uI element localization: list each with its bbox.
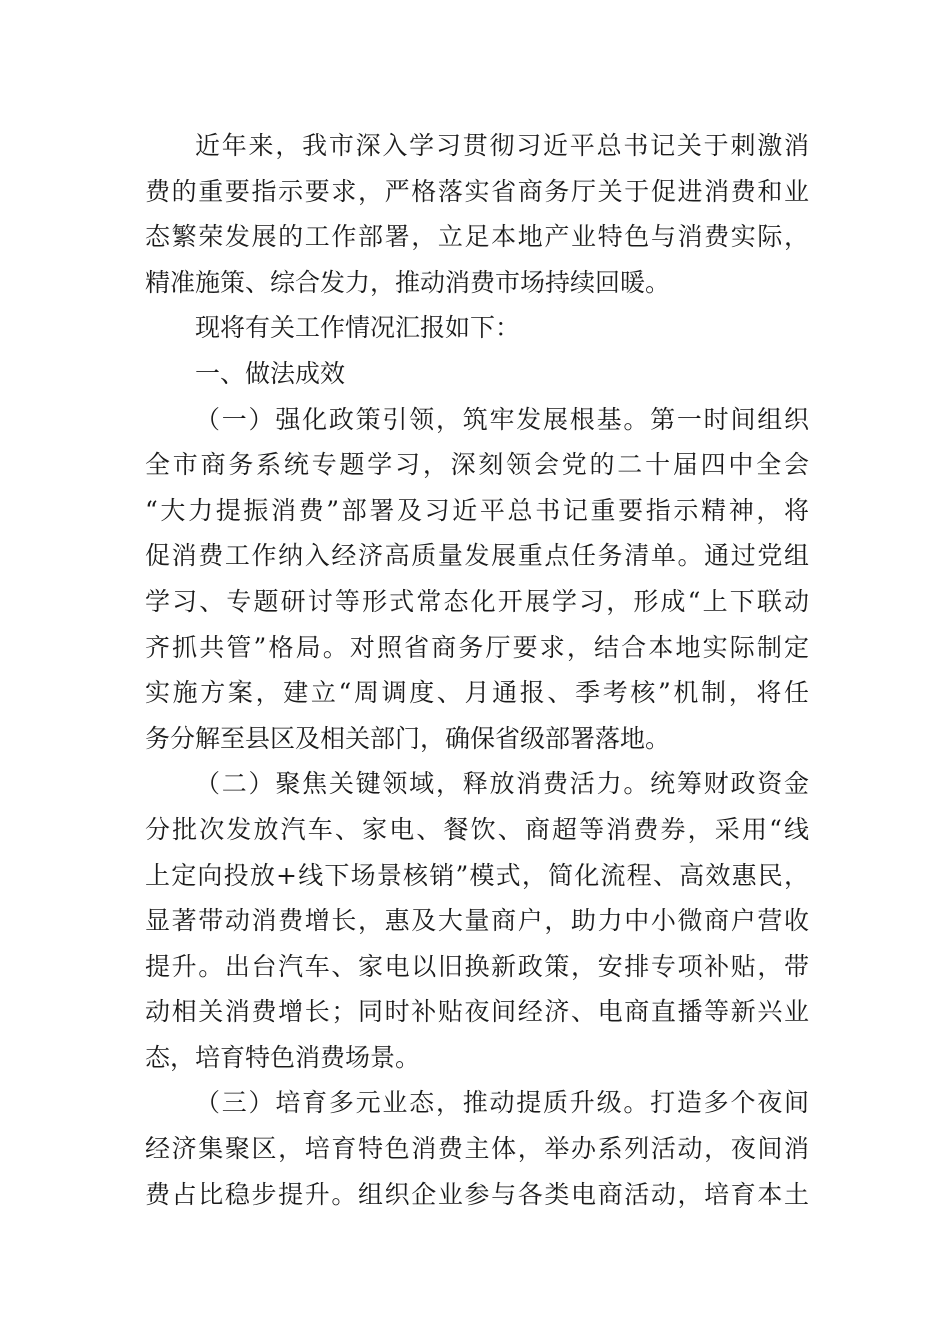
text-line: 费的重要指示要求，严格落实省商务厅关于促进消费和业 xyxy=(145,176,809,206)
text-line: 上定向投放+线下场景核销”模式，简化流程、高效惠民， xyxy=(145,860,809,890)
paragraph-item-1 xyxy=(145,397,809,762)
text-line: 近年来，我市深入学习贯彻习近平总书记关于刺激消 xyxy=(195,131,809,160)
text-line: （三）培育多元业态，推动提质升级。打造多个夜间 xyxy=(195,1088,809,1118)
text-line: 全市商务系统专题学习，深刻领会党的二十届四中全会 xyxy=(145,450,809,480)
text-line: 动相关消费增长；同时补贴夜间经济、电商直播等新兴业 xyxy=(145,997,809,1027)
text-line: “大力提振消费”部署及习近平总书记重要指示精神，将 xyxy=(145,495,809,525)
text-line: 务分解至县区及相关部门，确保省级部署落地。 xyxy=(145,723,671,753)
text-line: 态繁荣发展的工作部署，立足本地产业特色与消费实际， xyxy=(145,222,809,252)
paragraph-item-3 xyxy=(145,1080,809,1217)
text-line: 精准施策、综合发力，推动消费市场持续回暖。 xyxy=(145,267,671,297)
text-line: 费占比稳步提升。组织企业参与各类电商活动，培育本土 xyxy=(145,1179,809,1209)
paragraph-report-lead xyxy=(145,305,809,351)
text-line: 学习、专题研讨等形式常态化开展学习，形成“上下联动 xyxy=(145,586,809,616)
text-line: 经济集聚区，培育特色消费主体，举办系列活动，夜间消 xyxy=(145,1134,809,1164)
text-line: 分批次发放汽车、家电、餐饮、商超等消费券，采用“线 xyxy=(145,814,809,844)
text-line: （一）强化政策引领，筑牢发展根基。第一时间组织 xyxy=(195,404,809,434)
paragraph-item-2 xyxy=(145,761,809,1080)
text-line: 齐抓共管”格局。对照省商务厅要求，结合本地实际制定 xyxy=(145,632,809,662)
text-line: 现将有关工作情况汇报如下： xyxy=(195,313,521,343)
section-title: 一、做法成效 xyxy=(195,358,346,388)
section-heading xyxy=(145,351,809,397)
text-line: 显著带动消费增长，惠及大量商户，助力中小微商户营收 xyxy=(145,906,809,936)
text-line: 促消费工作纳入经济高质量发展重点任务清单。通过党组 xyxy=(145,541,809,571)
document-page xyxy=(145,123,809,1217)
text-line: 态，培育特色消费场景。 xyxy=(145,1042,421,1072)
text-line: 实施方案，建立“周调度、月通报、季考核”机制，将任 xyxy=(145,678,809,708)
paragraph-intro xyxy=(145,123,809,305)
text-line: （二）聚焦关键领域，释放消费活力。统筹财政资金 xyxy=(195,769,809,799)
text-line: 提升。出台汽车、家电以旧换新政策，安排专项补贴，带 xyxy=(145,951,809,981)
